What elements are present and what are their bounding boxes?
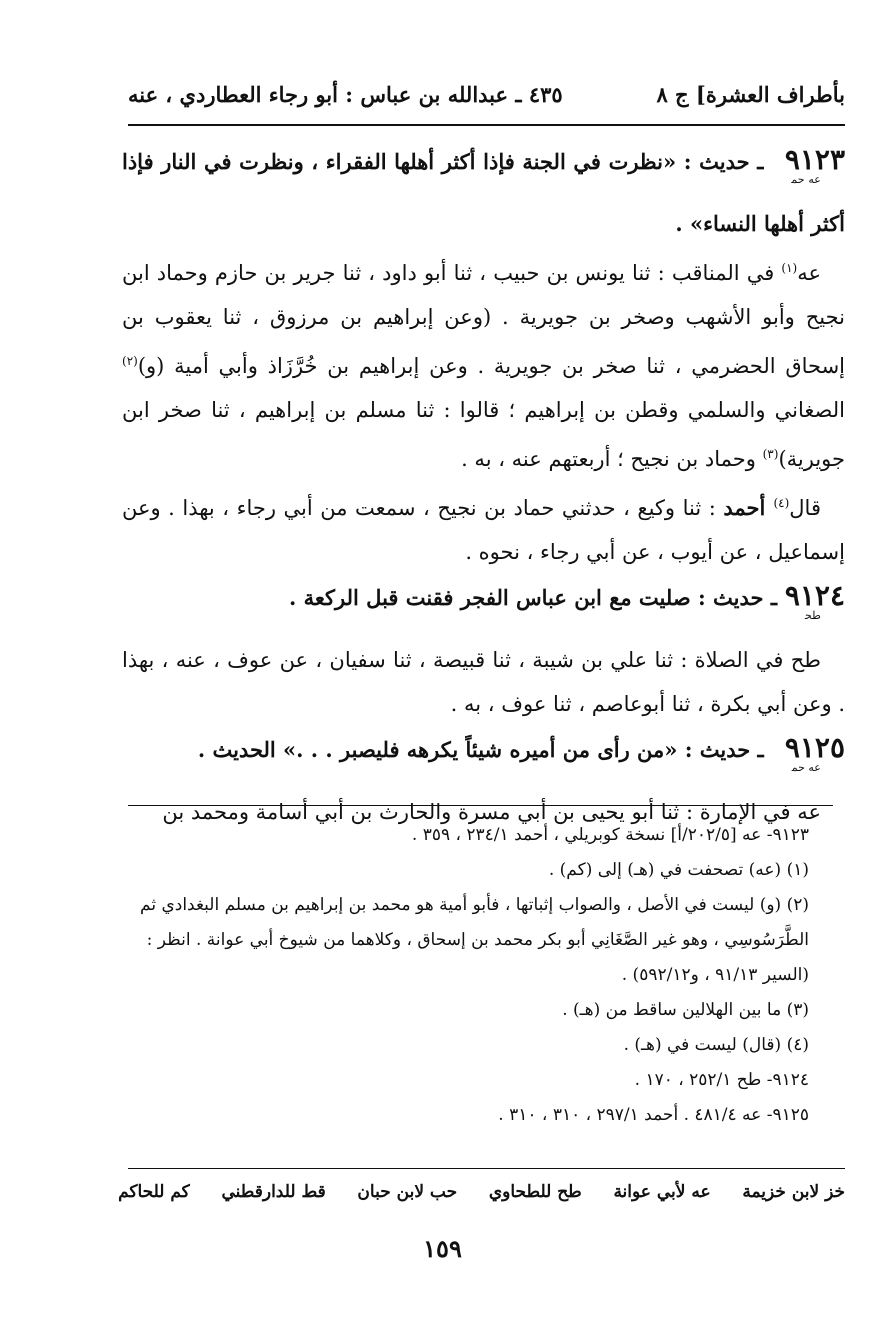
hadith-title-text: ـ حديث : «نظرت في الجنة فإذا أكثر أهلها الفقراء ، ونظرت في النار فإذا أكثر أهلها النساء» . <box>122 149 845 236</box>
abbreviation-rule <box>128 1168 845 1169</box>
footnote: (٤) (قال) ليست في (هـ) . <box>623 1035 809 1055</box>
isnad-text: في المناقب : ثنا يونس بن حبيب ، ثنا أبو داود ، ثنا جرير بن حازم وحماد ابن نجيح وأبو الأشهب وصخر بن جويرية . (وعن إبراهيم بن مرزوق ، ثنا يعقوب بن إسحاق الحضرمي ، ثنا صخر بن جويرية . وعن إبراهيم بن خُرَّزَاذ وأبي أمية (و) <box>122 261 845 378</box>
hadith-9123-ahmad <box>122 481 845 574</box>
isnad-text: وحماد بن نجيح ؛ أربعتهم عنه ، به . <box>461 447 763 471</box>
page-number: ١٥٩ <box>423 1234 462 1263</box>
hadith-9123-title <box>122 138 845 246</box>
footnote-ref: (١) <box>781 261 798 275</box>
isnad-text: الصغاني والسلمي وقطن بن إبراهيم ؛ قالوا : ثنا مسلم بن إبراهيم ، ثنا صخر ابن جويرية) <box>122 398 845 471</box>
footnote-ref: (٢) <box>122 354 138 368</box>
source-name: أحمد <box>723 495 774 520</box>
isnad-text: : ثنا وكيع ، حدثني حماد بن نجيح ، سمعت من أبي رجاء ، بهذا . وعن إسماعيل ، عن أيوب ، عن أبي رجاء ، نحوه . <box>122 496 845 564</box>
hadith-title-text: ـ حديث : صليت مع ابن عباس الفجر فقنت قبل الركعة . <box>289 585 777 610</box>
footnote: (٢) (و) ليست في الأصل ، والصواب إثباتها ، فأبو أمية هو محمد بن إبراهيم بن مسلم البغدادي ثم الطَّرَسُوسِي ، وهو غير الصَّغَانِي أبو بكر محمد بن إسحاق ، وكلاهما من شيوخ أبي عوانة . انظر : (السير ٩١/١٣ ، و٥٩٢/١٢) . <box>140 895 809 985</box>
abbreviation-item: كم للحاكم <box>118 1182 190 1202</box>
abbreviation-item: خز لابن خزيمة <box>742 1182 845 1202</box>
hadith-title-text: ـ حديث : «من رأى من أميره شيئاً يكرهه فليصبر . . .» الحديث . <box>197 737 764 762</box>
footnote: ٩١٢٥- عه ٤٨١/٤ . أحمد ٢٩٧/١ ، ٣١٠ ، ٣١٠ . <box>498 1105 809 1125</box>
hadith-sigla: عه حم <box>791 761 821 774</box>
running-header <box>128 74 845 114</box>
main-text <box>122 138 845 834</box>
hadith-sigla: عه حم <box>791 173 821 186</box>
header-rule <box>128 124 845 126</box>
abbreviation-key <box>118 1182 845 1216</box>
footnote-rule <box>128 805 833 806</box>
hadith-9123-isnad <box>122 246 845 481</box>
hadith-9125-isnad: عه في الإمارة : ثنا أبو يحيى بن أبي مسرة والحارث بن أبي أسامة ومحمد بن <box>162 800 821 824</box>
footnote-ref: (٤) <box>773 496 790 510</box>
footnote-ref: (٣) <box>762 447 779 461</box>
hadith-number: ٩١٢٣ <box>784 143 845 176</box>
isnad-text: عه <box>797 261 821 285</box>
footnote: ٩١٢٣- عه [٢٠٢/٥/أ] نسخة كوبريلي ، أحمد ٢٣٤/١ ، ٣٥٩ . <box>411 825 809 845</box>
footnote: (٣) ما بين الهلالين ساقط من (هـ) . <box>562 1000 809 1020</box>
hadith-sigla: طح <box>804 609 821 622</box>
footnote: (١) (عه) تصحفت في (هـ) إلى (كم) . <box>548 860 809 880</box>
abbreviation-item: حب لابن حبان <box>357 1182 458 1202</box>
footnotes <box>128 818 833 1133</box>
isnad-text: قال <box>789 496 821 520</box>
hadith-number: ٩١٢٥ <box>784 731 845 764</box>
hadith-9124-isnad: طح في الصلاة : ثنا علي بن شيبة ، ثنا قبيصة ، ثنا سفيان ، عن عوف ، عنه ، بهذا . وعن أبي بكرة ، ثنا أبوعاصم ، ثنا عوف ، به . <box>122 648 845 716</box>
footnote: ٩١٢٤- طح ٢٥٢/١ ، ١٧٠ . <box>634 1070 809 1090</box>
header-book-title: بأطراف العشرة] ج ٨ <box>656 81 845 107</box>
hadith-number: ٩١٢٤ <box>784 579 845 612</box>
abbreviation-item: عه لأبي عوانة <box>613 1182 711 1202</box>
abbreviation-item: قط للدارقطني <box>221 1182 326 1202</box>
abbreviation-item: طح للطحاوي <box>488 1182 582 1202</box>
hadith-9124-title <box>122 574 845 638</box>
hadith-9125-title <box>122 726 845 790</box>
header-chapter-title: ٤٣٥ ـ عبدالله بن عباس : أبو رجاء العطاردي ، عنه <box>128 81 563 107</box>
